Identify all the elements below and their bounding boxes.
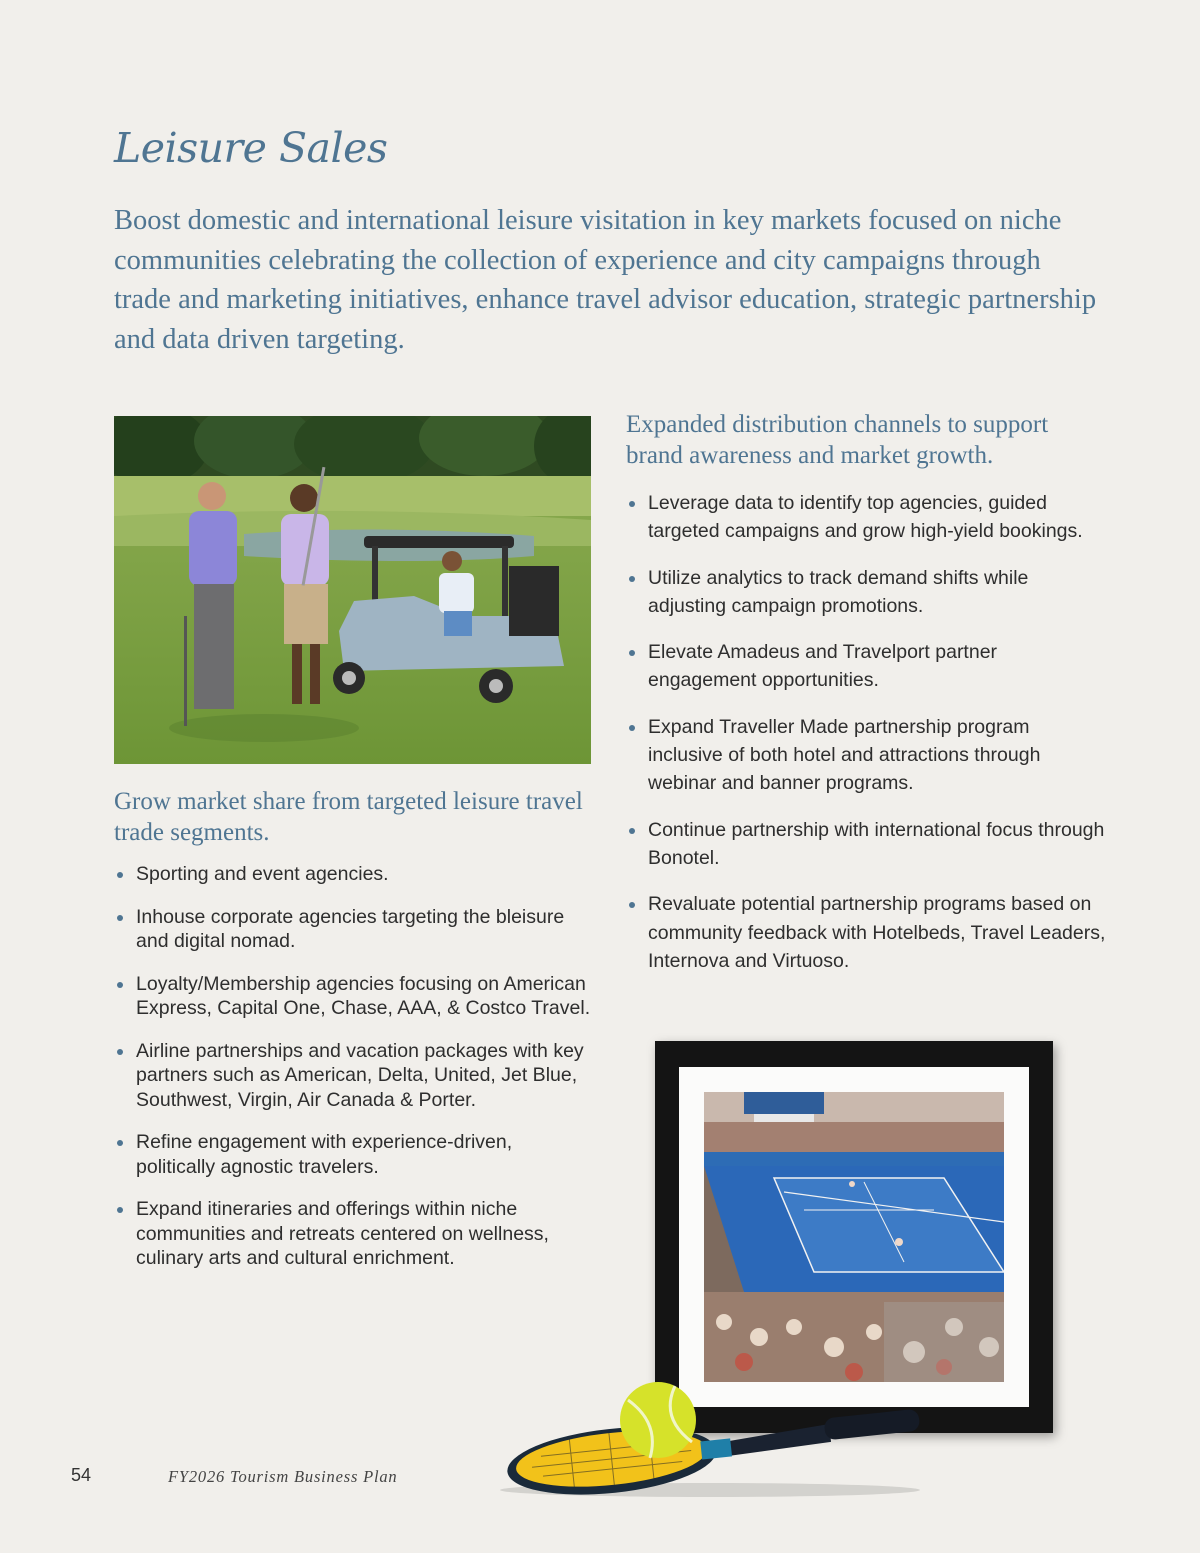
intro-paragraph: Boost domestic and international leisure visitation in key markets focused on niche communities celebrating the collection of experience and city campaigns through trade and marketing initiatives, enhance travel advisor education, strategic partnership and data driven targeting.: [114, 205, 1097, 355]
list-item: Utilize analytics to track demand shifts while adjusting campaign promotions.: [626, 564, 1106, 621]
list-item: Revaluate potential partnership programs based on community feedback with Hotelbeds, Travel Leaders, Internova and Virtuoso.: [626, 890, 1106, 975]
right-section-heading: Expanded distribution channels to support brand awareness and market growth.: [626, 411, 1049, 469]
list-item: Sporting and event agencies.: [114, 862, 594, 887]
frame-mat: [679, 1067, 1029, 1407]
left-bullet-list: [114, 862, 594, 1289]
tennis-court-illustration: [704, 1092, 1004, 1382]
tennis-racket-illustration: [500, 1378, 930, 1498]
list-item: Airline partnerships and vacation packages with key partners such as American, Delta, United, Jet Blue, Southwest, Virgin, Air Canada & Porter.: [114, 1039, 594, 1113]
picture-frame: [655, 1041, 1053, 1433]
tennis-photo: [704, 1092, 1004, 1382]
list-item: Expand itineraries and offerings within niche communities and retreats centered on wellness, culinary arts and cultural enrichment.: [114, 1197, 594, 1271]
list-item: Refine engagement with experience-driven, politically agnostic travelers.: [114, 1130, 594, 1179]
list-item: Elevate Amadeus and Travelport partner engagement opportunities.: [626, 638, 1106, 695]
list-item: Continue partnership with international focus through Bonotel.: [626, 816, 1106, 873]
footer-document-title: FY2026 Tourism Business Plan: [168, 1467, 398, 1486]
list-item: Inhouse corporate agencies targeting the bleisure and digital nomad.: [114, 905, 594, 954]
left-section-heading: Grow market share from targeted leisure travel trade segments.: [114, 788, 583, 846]
list-item: Loyalty/Membership agencies focusing on American Express, Capital One, Chase, AAA, & Costco Travel.: [114, 972, 594, 1021]
golf-scene-illustration: [114, 416, 591, 764]
page-title: Leisure Sales: [114, 124, 388, 172]
right-bullet-list: [626, 489, 1106, 993]
golf-photo: [114, 416, 591, 764]
list-item: Leverage data to identify top agencies, guided targeted campaigns and grow high-yield bookings.: [626, 489, 1106, 546]
list-item: Expand Traveller Made partnership program inclusive of both hotel and attractions through webinar and banner programs.: [626, 713, 1106, 798]
page-number: 54: [71, 1465, 92, 1485]
